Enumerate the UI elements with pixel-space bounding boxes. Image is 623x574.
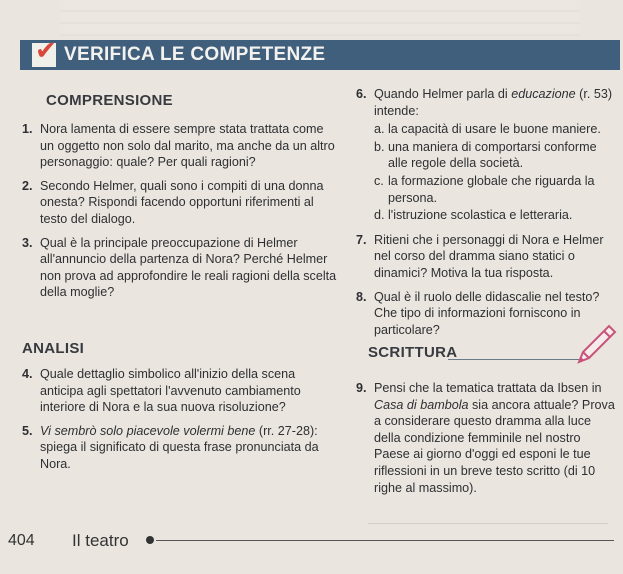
question-text: Qual è il ruolo delle didascalie nel testo? Che tipo di informazioni forniscono in particolare? [374, 289, 600, 337]
question-number: 6. [356, 87, 367, 101]
option-c [374, 173, 618, 206]
scrittura-column [356, 380, 618, 503]
question-lead-tail: (r. 53) intende: [374, 87, 613, 118]
question-4 [22, 366, 340, 416]
question-text: Quale dettaglio simbolico all'inizio della scena anticipa agli spettatori l'avvenuto cambiamento interiore di Nora e la sua nuova risoluzione? [40, 367, 301, 415]
question-text [374, 380, 618, 496]
option-letter: c. [374, 173, 384, 188]
comprensione-heading: COMPRENSIONE [46, 92, 173, 109]
bleed-through-text [60, 0, 580, 36]
option-text: una maniera di comportarsi conforme alle regole della società. [388, 139, 597, 171]
quoted-phrase: Vi sembrò solo piacevole volermi bene [40, 423, 256, 438]
question-text: Nora lamenta di essere sempre stata trattata come un oggetto non solo dal marito, ma anche da un altro personaggio: quale? Per quali ragioni? [40, 122, 335, 170]
question-text: Ritieni che i personaggi di Nora e Helmer nel corso del dramma siano statici o dinamici? Motiva la tua risposta. [374, 232, 604, 280]
option-d [374, 207, 618, 224]
question-9 [356, 380, 618, 496]
question-number: 3. [22, 235, 33, 250]
quoted-word: educazione [511, 87, 576, 101]
section-banner [20, 35, 620, 70]
pencil-icon [573, 322, 619, 368]
question-1 [22, 121, 340, 171]
left-column-bottom [22, 366, 340, 480]
question-number: 2. [22, 178, 33, 193]
heading-rule [448, 359, 583, 360]
option-text: la formazione globale che riguarda la persona. [388, 173, 595, 205]
banner-title: VERIFICA LE COMPETENZE [64, 44, 326, 65]
question-6 [356, 86, 618, 119]
scrittura-heading: SCRITTURA [368, 344, 463, 361]
page-number: 404 [8, 532, 35, 549]
option-b [374, 139, 618, 172]
option-letter: a. [374, 122, 385, 137]
question-number: 5. [22, 423, 33, 438]
analisi-heading: ANALISI [22, 340, 85, 357]
question-7 [356, 232, 618, 282]
question-text: Qual è la principale preoccupazione di Helmer all'annuncio della partenza di Nora? Perché Helmer non prova ad approfondire le reali ragioni della scelta della moglie? [40, 235, 337, 300]
checkmark-icon: ✔ [35, 35, 57, 65]
scrittura-header [368, 344, 612, 364]
question-text-part2: sia ancora attuale? Prova a considerare questo dramma alla luce della condizione femminile nel nostro Paese ai giorno d'oggi ed esponi le tue riflessioni in un breve testo scritto (di 10 righe al massimo). [374, 397, 615, 495]
chapter-label: Il teatro [72, 531, 129, 550]
divider [368, 523, 608, 524]
option-letter: d. [374, 208, 385, 223]
bullet-icon [146, 536, 154, 544]
left-column-top [22, 121, 340, 308]
question-lead: Quando Helmer parla di [374, 87, 512, 101]
option-text: la capacità di usare le buone maniere. [388, 122, 601, 137]
question-text-tail: (rr. 27-28): spiega il significato di questa frase pronunciata da Nora. [40, 423, 319, 471]
option-text: l'istruzione scolastica e letteraria. [388, 208, 573, 223]
question-text: Secondo Helmer, quali sono i compiti di una donna onesta? Rispondi facendo opportuni riferimenti al testo del dialogo. [40, 178, 324, 226]
question-number: 7. [356, 232, 367, 247]
question-text-part1: Pensi che la tematica trattata da Ibsen in [374, 381, 602, 395]
question-2 [22, 178, 340, 228]
right-column [356, 86, 618, 345]
checkbox-icon [32, 35, 57, 67]
footer-rule [156, 540, 614, 541]
answer-options [374, 121, 618, 224]
option-letter: b. [374, 139, 385, 154]
question-text [40, 423, 340, 473]
question-number: 4. [22, 367, 33, 381]
option-a [374, 121, 618, 138]
question-number: 1. [22, 122, 33, 136]
question-number: 9. [356, 381, 367, 395]
work-title: Casa di bambola [374, 397, 469, 412]
question-5 [22, 423, 340, 473]
question-text [374, 86, 618, 119]
question-3 [22, 235, 340, 301]
question-number: 8. [356, 289, 367, 304]
